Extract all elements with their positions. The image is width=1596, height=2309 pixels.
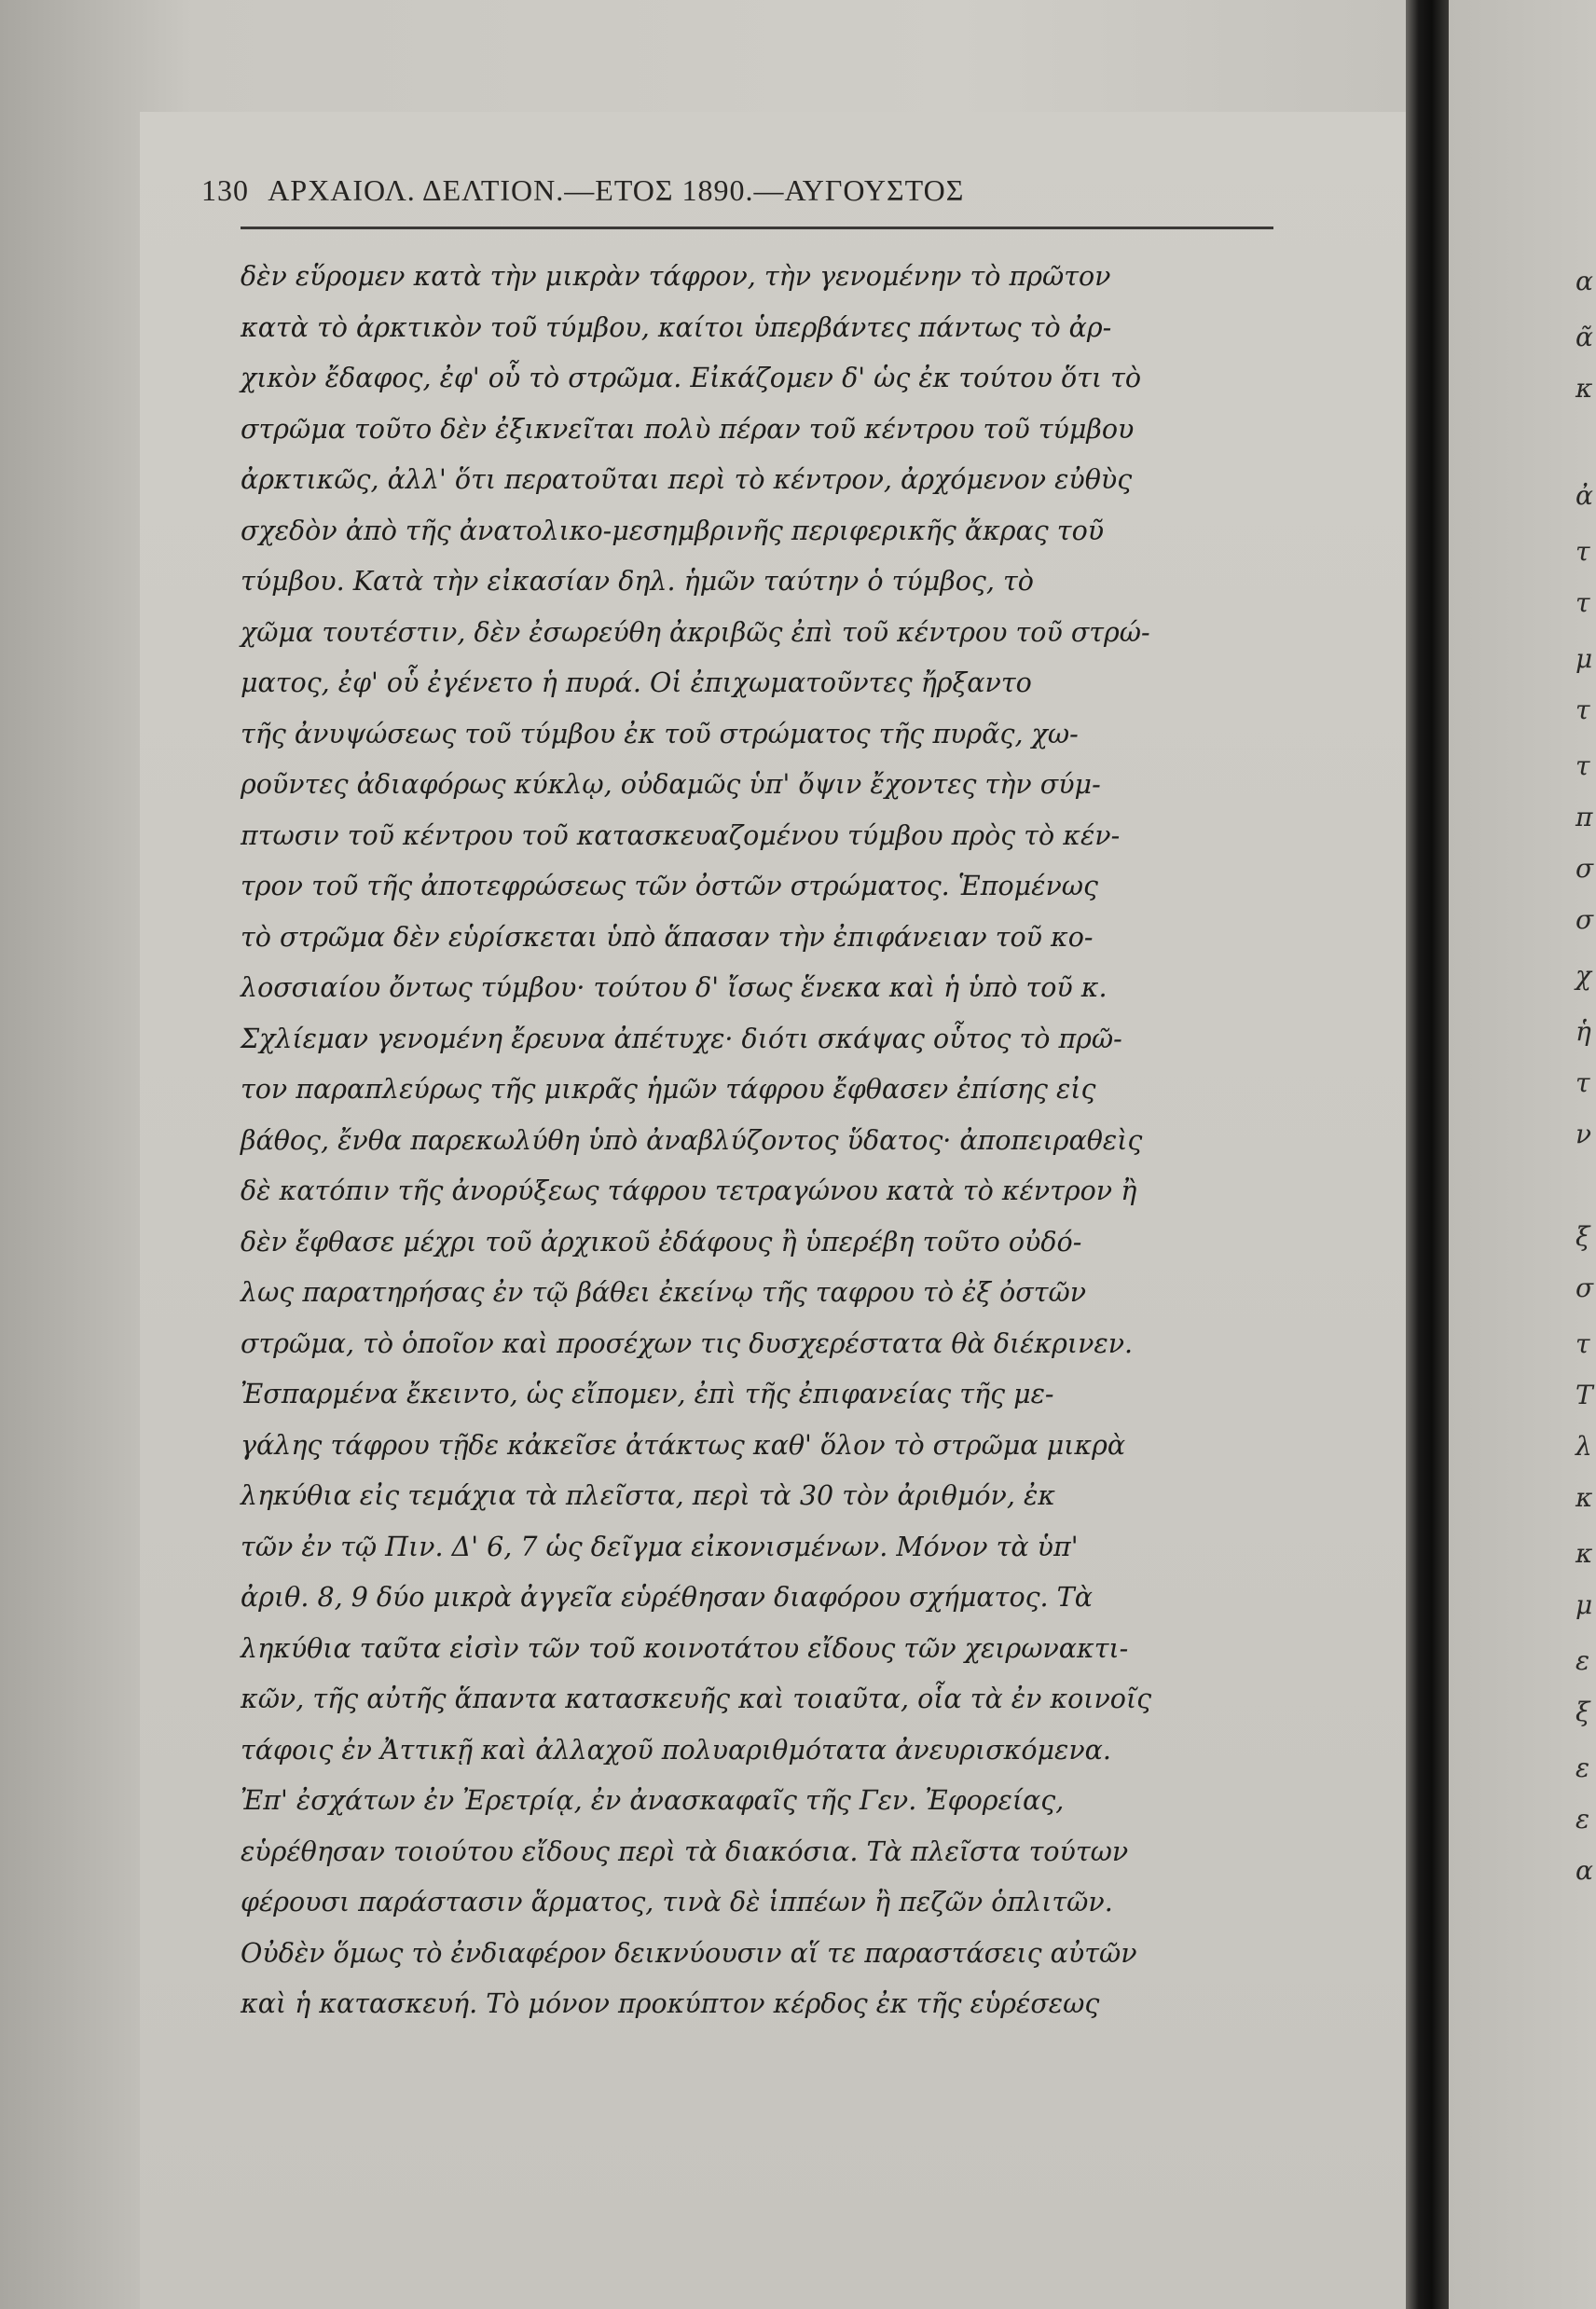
margin-letter: ε (1575, 1752, 1590, 1783)
text-line: κῶν, τῆς αὐτῆς ἅπαντα κατασκευῆς καὶ τοιαῦτα, οἷα τὰ ἐν κοινοῖς (241, 1684, 1152, 1714)
body-text (241, 252, 1275, 2030)
text-line: Ἐπ' ἐσχάτων ἐν Ἐρετρίᾳ, ἐν ἀνασκαφαῖς τῆς Γεν. Ἐφορείας, (241, 1785, 1065, 1816)
text-line: ἀριθ. 8, 9 δύο μικρὰ ἀγγεῖα εὑρέθησαν διαφόρου σχήματος. Τὰ (241, 1582, 1093, 1613)
text-line: σχεδὸν ἀπὸ τῆς ἀνατολικο-μεσημβρινῆς περιφερικῆς ἄκρας τοῦ (241, 515, 1105, 546)
text-line: κατὰ τὸ ἀρκτικὸν τοῦ τύμβου, καίτοι ὑπερβάντες πάντως τὸ ἀρ- (241, 311, 1112, 343)
text-line: βάθος, ἔνθα παρεκωλύθη ὑπὸ ἀναβλύζοντος ὕδατος· ἀποπειραθεὶς (241, 1124, 1143, 1156)
text-line: καὶ ἡ κατασκευή. Τὸ μόνον προκύπτον κέρδος ἐκ τῆς εὑρέσεως (241, 1988, 1100, 2019)
book-gutter (1406, 0, 1449, 2309)
text-line: Ἐσπαρμένα ἔκειντο, ὡς εἴπομεν, ἐπὶ τῆς ἐπιφανείας τῆς με- (241, 1379, 1054, 1409)
text-line: στρῶμα τοῦτο δὲν ἐξικνεῖται πολὺ πέραν τοῦ κέντρου τοῦ τύμβου (241, 413, 1135, 445)
margin-letter: λ (1575, 1431, 1592, 1462)
text-line: χικὸν ἔδαφος, ἐφ' οὗ τὸ στρῶμα. Εἰκάζομεν δ' ὡς ἐκ τούτου ὅτι τὸ (241, 363, 1142, 393)
text-line: Σχλίεμαν γενομένη ἔρευνα ἀπέτυχε· διότι σκάψας οὗτος τὸ πρῶ- (241, 1023, 1122, 1054)
text-line: λως παρατηρήσας ἐν τῷ βάθει ἐκείνῳ τῆς ταφρου τὸ ἐξ ὀστῶν (241, 1277, 1087, 1308)
text-line: δὲ κατόπιν τῆς ἀνορύξεως τάφρου τετραγώνου κατὰ τὸ κέντρον ἢ (241, 1175, 1137, 1206)
margin-letter: τ (1575, 1067, 1590, 1098)
text-line: τῆς ἀνυψώσεως τοῦ τύμβου ἐκ τοῦ στρώματος τῆς πυρᾶς, χω- (241, 718, 1079, 749)
margin-letter: Τ (1575, 1380, 1593, 1410)
margin-letter: ε (1575, 1804, 1590, 1835)
margin-letter: ᾶ (1575, 322, 1593, 352)
margin-letter: α (1575, 1855, 1593, 1886)
text-line: Οὐδὲν ὅμως τὸ ἐνδιαφέρον δεικνύουσιν αἵ τε παραστάσεις αὐτῶν (241, 1937, 1137, 1969)
margin-letter: τ (1575, 587, 1590, 618)
margin-letter: τ (1575, 1328, 1590, 1359)
text-line: τον παραπλεύρως τῆς μικρᾶς ἡμῶν τάφρου ἔφθασεν ἐπίσης εἰς (241, 1074, 1096, 1105)
text-line: ματος, ἐφ' οὗ ἐγένετο ἡ πυρά. Οἱ ἐπιχωματοῦντες ἤρξαντο (241, 667, 1032, 698)
margin-letter: τ (1575, 694, 1590, 725)
text-line: ληκύθια εἰς τεμάχια τὰ πλεῖστα, περὶ τὰ 30 τὸν ἀριθμόν, ἐκ (241, 1480, 1055, 1511)
margin-letter: α (1575, 266, 1593, 296)
text-line: δὲν εὕρομεν κατὰ τὴν μικρὰν τάφρον, τὴν γενομένην τὸ πρῶτον (241, 261, 1111, 292)
margin-letter: ξ (1575, 1221, 1590, 1252)
facing-page-edge (1449, 0, 1596, 2309)
running-title: ΑΡΧΑΙΟΛ. ΔΕΛΤΙΟΝ.—ΕΤΟΣ 1890.—ΑΥΓΟΥΣΤΟΣ (268, 173, 965, 207)
text-line: ροῦντες ἀδιαφόρως κύκλῳ, οὐδαμῶς ὑπ' ὄψιν ἔχοντες τὴν σύμ- (241, 769, 1101, 800)
running-header (201, 173, 1273, 208)
margin-letter: κ (1575, 373, 1593, 404)
margin-letter: κ (1575, 1538, 1593, 1569)
margin-letter: κ (1575, 1482, 1593, 1513)
margin-letter: σ (1575, 1272, 1594, 1303)
margin-letter: ν (1575, 1119, 1592, 1149)
text-line: τύμβου. Κατὰ τὴν εἰκασίαν δηλ. ἡμῶν ταύτην ὁ τύμβος, τὸ (241, 566, 1034, 597)
text-line: δὲν ἔφθασε μέχρι τοῦ ἀρχικοῦ ἐδάφους ἢ ὑπερέβη τοῦτο οὐδό- (241, 1226, 1082, 1258)
text-line: πτωσιν τοῦ κέντρου τοῦ κατασκευαζομένου τύμβου πρὸς τὸ κέν- (241, 819, 1121, 851)
text-line: φέρουσι παράστασιν ἅρματος, τινὰ δὲ ἱππέων ἢ πεζῶν ὁπλιτῶν. (241, 1887, 1113, 1917)
margin-letter: μ (1575, 1589, 1593, 1620)
page-number: 130 (201, 173, 249, 207)
margin-letter: σ (1575, 904, 1594, 935)
text-line: λοσσιαίου ὄντως τύμβου· τούτου δ' ἴσως ἕνεκα καὶ ἡ ὑπὸ τοῦ κ. (241, 972, 1108, 1003)
margin-letter: ἡ (1575, 1016, 1591, 1047)
text-line: ληκύθια ταῦτα εἰσὶν τῶν τοῦ κοινοτάτου εἴδους τῶν χειρωνακτι- (241, 1632, 1129, 1664)
margin-letter: χ (1575, 960, 1591, 991)
text-line: εὑρέθησαν τοιούτου εἴδους περὶ τὰ διακόσια. Τὰ πλεῖστα τούτων (241, 1835, 1129, 1867)
margin-letter: τ (1575, 536, 1590, 567)
text-line: ἀρκτικῶς, ἀλλ' ὅτι περατοῦται περὶ τὸ κέντρον, ἀρχόμενον εὐθὺς (241, 464, 1133, 495)
margin-letter: ξ (1575, 1697, 1590, 1727)
margin-letter: π (1575, 802, 1593, 832)
text-line: χῶμα τουτέστιν, δὲν ἐσωρεύθη ἀκριβῶς ἐπὶ τοῦ κέντρου τοῦ στρώ- (241, 616, 1150, 648)
text-line: τὸ στρῶμα δὲν εὑρίσκεται ὑπὸ ἅπασαν τὴν ἐπιφάνειαν τοῦ κο- (241, 921, 1094, 953)
header-rule (241, 227, 1273, 229)
text-line: στρῶμα, τὸ ὁποῖον καὶ προσέχων τις δυσχερέστατα θὰ διέκρινεν. (241, 1327, 1134, 1359)
margin-letter: ε (1575, 1645, 1590, 1676)
text-line: τάφοις ἐν Ἀττικῇ καὶ ἀλλαχοῦ πολυαριθμότατα ἀνευρισκόμενα. (241, 1734, 1111, 1766)
margin-letter: σ (1575, 853, 1594, 884)
margin-letter: τ (1575, 750, 1590, 781)
margin-letter: ἀ (1575, 480, 1593, 511)
text-line: τρον τοῦ τῆς ἀποτεφρώσεως τῶν ὀστῶν στρώματος. Ἑπομένως (241, 871, 1098, 901)
margin-letter: μ (1575, 643, 1593, 674)
text-line: γάλης τάφρου τῇδε κἀκεῖσε ἀτάκτως καθ' ὅλον τὸ στρῶμα μικρὰ (241, 1429, 1126, 1461)
text-line: τῶν ἐν τῷ Πιν. Δ' 6, 7 ὡς δεῖγμα εἰκονισμένων. Μόνον τὰ ὑπ' (241, 1531, 1079, 1562)
